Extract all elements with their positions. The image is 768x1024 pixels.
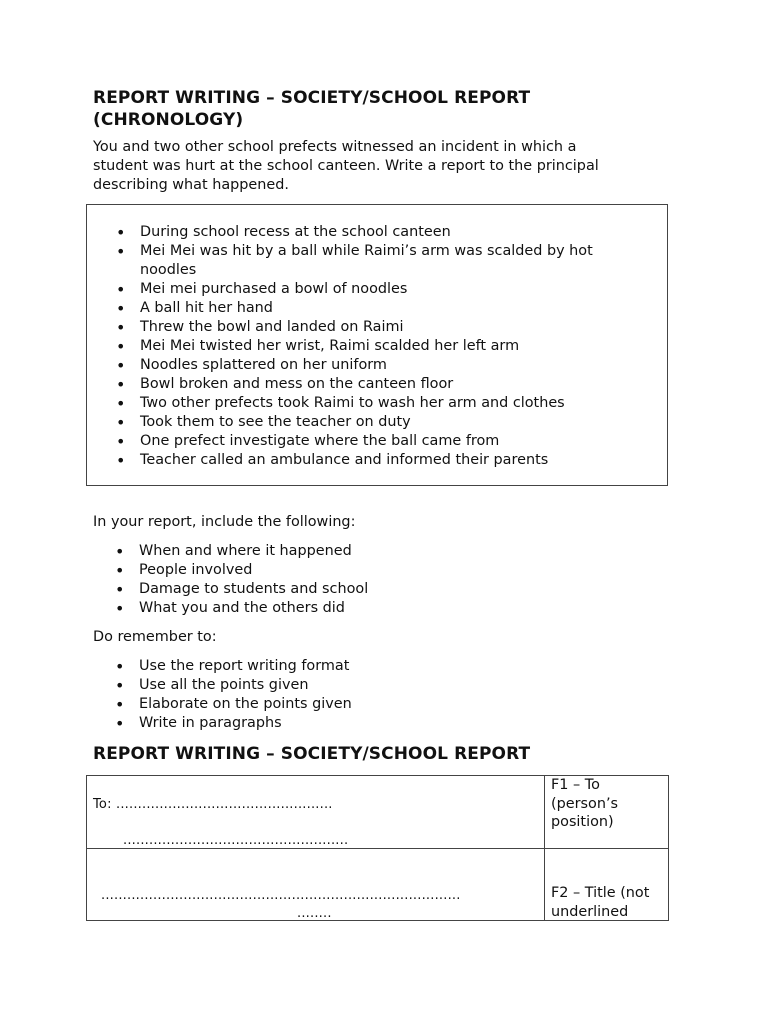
notes-box [86, 204, 668, 486]
list-item: • People involved [93, 561, 653, 580]
format-note-f2-line2: underlined [551, 903, 629, 920]
list-item: • Mei Mei twisted her wrist, Raimi scalded her left arm [94, 337, 644, 356]
list-item: • Elaborate on the points given [93, 695, 653, 714]
list-item: • Mei Mei was hit by a ball while Raimi’s arm was scalded by hot noodles [94, 242, 644, 280]
format-note-f2 [551, 884, 669, 921]
list-item: • Two other prefects took Raimi to wash her arm and clothes [94, 394, 644, 413]
title-field: ................................................................................... [101, 888, 461, 903]
remember-list [93, 657, 653, 733]
list-item: • Use the report writing format [93, 657, 653, 676]
title-field-continuation: ........ [297, 906, 332, 921]
task-description [93, 138, 599, 195]
to-field-continuation: .................................................... [123, 833, 349, 848]
format-note-f1-line3: position) [551, 814, 614, 830]
report-format-table [86, 775, 669, 921]
list-item: • Damage to students and school [93, 580, 653, 599]
list-item: • When and where it happened [93, 542, 653, 561]
task-description-line2: student was hurt at the school canteen. Write a report to the principal [93, 158, 599, 174]
format-note-f1-line1: F1 – To [551, 777, 600, 793]
list-item: • Bowl broken and mess on the canteen floor [94, 375, 644, 394]
column-divider [544, 776, 545, 920]
page-title [93, 87, 530, 131]
list-item: • What you and the others did [93, 599, 653, 618]
format-note-f1 [551, 776, 666, 832]
task-description-line3: describing what happened. [93, 177, 289, 193]
remember-intro: Do remember to: [93, 629, 217, 645]
include-list [93, 542, 653, 618]
list-item: • Write in paragraphs [93, 714, 653, 733]
page-title-line2: (CHRONOLOGY) [93, 110, 244, 130]
list-item: • Noodles splattered on her uniform [94, 356, 644, 375]
list-item: • A ball hit her hand [94, 299, 644, 318]
format-note-f1-line2: (person’s [551, 795, 619, 812]
task-description-line1: You and two other school prefects witnessed an incident in which a [93, 139, 577, 155]
notes-list [94, 223, 644, 470]
list-item: • Use all the points given [93, 676, 653, 695]
list-item: • One prefect investigate where the ball came from [94, 432, 644, 451]
list-item: • Mei mei purchased a bowl of noodles [94, 280, 644, 299]
list-item: • Threw the bowl and landed on Raimi [94, 318, 644, 337]
include-intro: In your report, include the following: [93, 514, 356, 530]
to-field: To: .................................................. [93, 797, 333, 812]
list-item: • Teacher called an ambulance and informed their parents [94, 451, 644, 470]
section-title: REPORT WRITING – SOCIETY/SCHOOL REPORT [93, 744, 531, 764]
list-item: • Took them to see the teacher on duty [94, 413, 644, 432]
list-item: • During school recess at the school canteen [94, 223, 644, 242]
format-note-f2-line1: F2 – Title (not [551, 885, 650, 901]
page-title-line1: REPORT WRITING – SOCIETY/SCHOOL REPORT [93, 88, 531, 108]
